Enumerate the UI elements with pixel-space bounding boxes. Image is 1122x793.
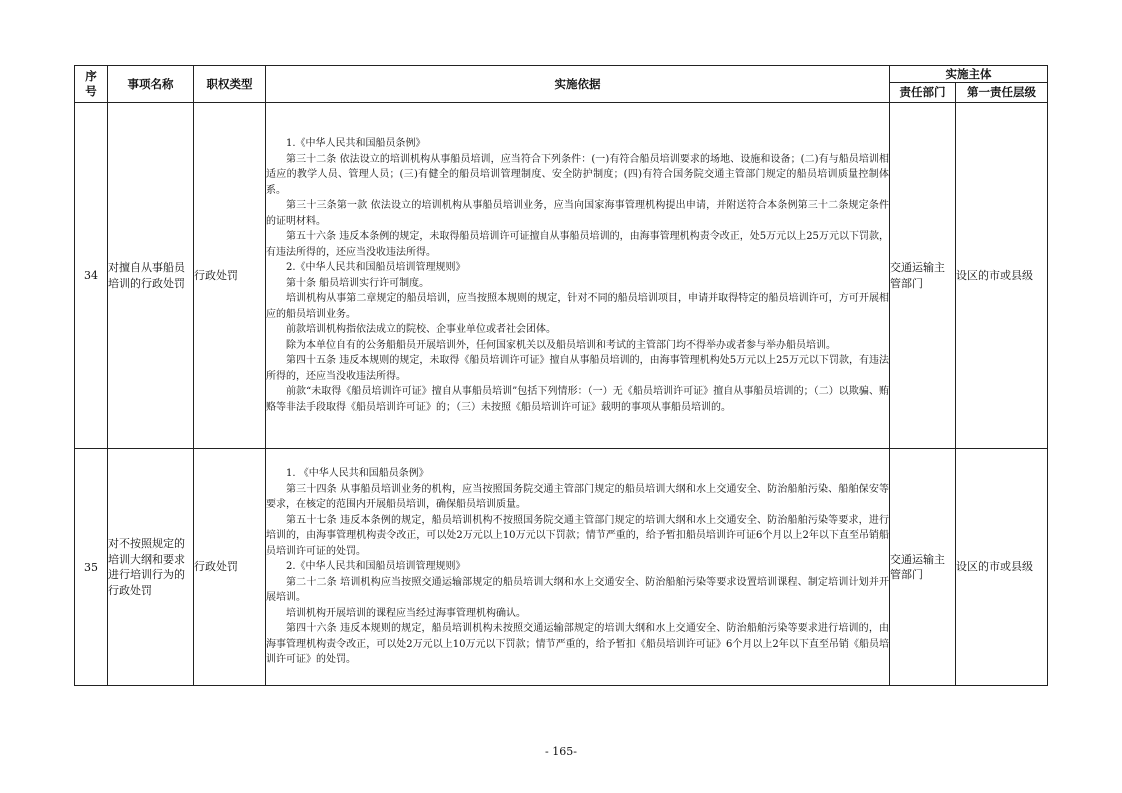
basis-paragraph: 前款培训机构指依法成立的院校、企事业单位或者社会团体。 — [286, 324, 556, 335]
basis-paragraph: 第三十三条第一款 依法设立的培训机构从事船员培训业务，应当向国家海事管理机构提出申请，并附送符合本条例第三十二条规定条件的证明材料。 — [266, 200, 889, 227]
row-level: 设区的市或县级 — [956, 449, 1048, 686]
basis-paragraph: 1. 《中华人民共和国船员条例》 — [286, 468, 429, 480]
row-power-type: 行政处罚 — [194, 449, 266, 686]
basis-paragraph: 第三十二条 依法设立的培训机构从事船员培训，应当符合下列条件：(一)有符合船员培训要求的场地、设施和设备；(二)有与船员培训相适应的教学人员、管理人员；(三)有健全的船员培训管理制度、安全防护制度；(四)有符合国务院交通主管部门规定的船员培训质量控制体系。 — [266, 153, 889, 196]
table-row — [75, 103, 1048, 449]
table-row — [75, 449, 1048, 686]
header-dept: 责任部门 — [890, 83, 956, 103]
basis-paragraph: 2.《中华人民共和国船员培训管理规则》 — [286, 561, 466, 573]
row-item-name: 对不按照规定的培训大纲和要求进行培训行为的行政处罚 — [108, 449, 194, 686]
header-subject: 实施主体 — [890, 66, 1048, 83]
basis-paragraph: 除为本单位自有的公务船船员开展培训外，任何国家机关以及船员培训和考试的主管部门均不得举办或者参与举办船员培训。 — [286, 339, 836, 351]
row-item-name: 对擅自从事船员培训的行政处罚 — [108, 103, 194, 449]
basis-paragraph: 2.《中华人民共和国船员培训管理规则》 — [286, 262, 466, 273]
row-power-type: 行政处罚 — [194, 103, 266, 449]
enforcement-table — [74, 65, 1048, 686]
row-dept: 交通运输主管部门 — [890, 103, 956, 449]
page-number: - 165- — [545, 745, 577, 758]
header-level: 第一责任层级 — [956, 83, 1048, 103]
header-name: 事项名称 — [108, 66, 194, 103]
basis-paragraph: 第五十六条 违反本条例的规定，未取得船员培训许可证擅自从事船员培训的，由海事管理机构责令改正，处5万元以上25万元以下罚款，有违法所得的，还应当没收违法所得。 — [266, 231, 889, 258]
header-row-top — [75, 66, 1048, 83]
row-dept: 交通运输主管部门 — [890, 449, 956, 686]
basis-paragraph: 第四十五条 违反本规则的规定，未取得《船员培训许可证》擅自从事船员培训的，由海事管理机构处5万元以上25万元以下罚款，有违法所得的，还应当没收违法所得。 — [266, 355, 889, 382]
basis-paragraph: 第二十二条 培训机构应当按照交通运输部规定的船员培训大纲和水上交通安全、防治船舶污染等要求设置培训课程、制定培训计划并开展培训。 — [266, 576, 889, 604]
row-level: 设区的市或县级 — [956, 103, 1048, 449]
row-basis — [266, 103, 890, 449]
basis-paragraph: 第三十四条 从事船员培训业务的机构，应当按照国务院交通主管部门规定的船员培训大纲和水上交通安全、防治船舶污染、船舶保安等要求，在核定的范围内开展船员培训，确保船员培训质量。 — [266, 483, 889, 511]
basis-paragraph: 前款“未取得《船员培训许可证》擅自从事船员培训”包括下列情形：（一）无《船员培训许可证》擅自从事船员培训的；（二）以欺骗、贿赂等非法手段取得《船员培训许可证》的；（三）未按照《船员培训许可证》载明的事项从事船员培训的。 — [266, 386, 889, 413]
basis-paragraph: 1.《中华人民共和国船员条例》 — [286, 138, 426, 149]
row-seq: 35 — [75, 449, 108, 686]
basis-paragraph: 第十条 船员培训实行许可制度。 — [286, 277, 430, 289]
basis-paragraph: 第五十七条 违反本条例的规定，船员培训机构不按照国务院交通主管部门规定的培训大纲和水上交通安全、防治船舶污染等要求，进行培训的，由海事管理机构责令改正，可以处2万元以上10万元以下罚款；情节严重的，给予暂扣船员培训许可证6个月以上2年以下直至吊销船员培训许可证的处罚。 — [266, 514, 889, 557]
header-power-type: 职权类型 — [194, 66, 266, 103]
row-basis — [266, 449, 890, 686]
header-basis: 实施依据 — [266, 66, 890, 103]
basis-paragraph: 第四十六条 违反本规则的规定，船员培训机构未按照交通运输部规定的培训大纲和水上交通安全、防治船舶污染等要求进行培训的，由海事管理机构责令改正，可以处2万元以上10万元以下罚款；情节严重的，给予暂扣《船员培训许可证》6个月以上2年以下直至吊销《船员培训许可证》的处罚。 — [266, 623, 889, 666]
row-seq: 34 — [75, 103, 108, 449]
basis-paragraph: 培训机构开展培训的课程应当经过海事管理机构确认。 — [286, 607, 526, 619]
header-seq: 序号 — [75, 66, 108, 103]
basis-paragraph: 培训机构从事第二章规定的船员培训，应当按照本规则的规定，针对不同的船员培训项目，申请并取得特定的船员培训许可，方可开展相应的船员培训业务。 — [266, 293, 889, 320]
